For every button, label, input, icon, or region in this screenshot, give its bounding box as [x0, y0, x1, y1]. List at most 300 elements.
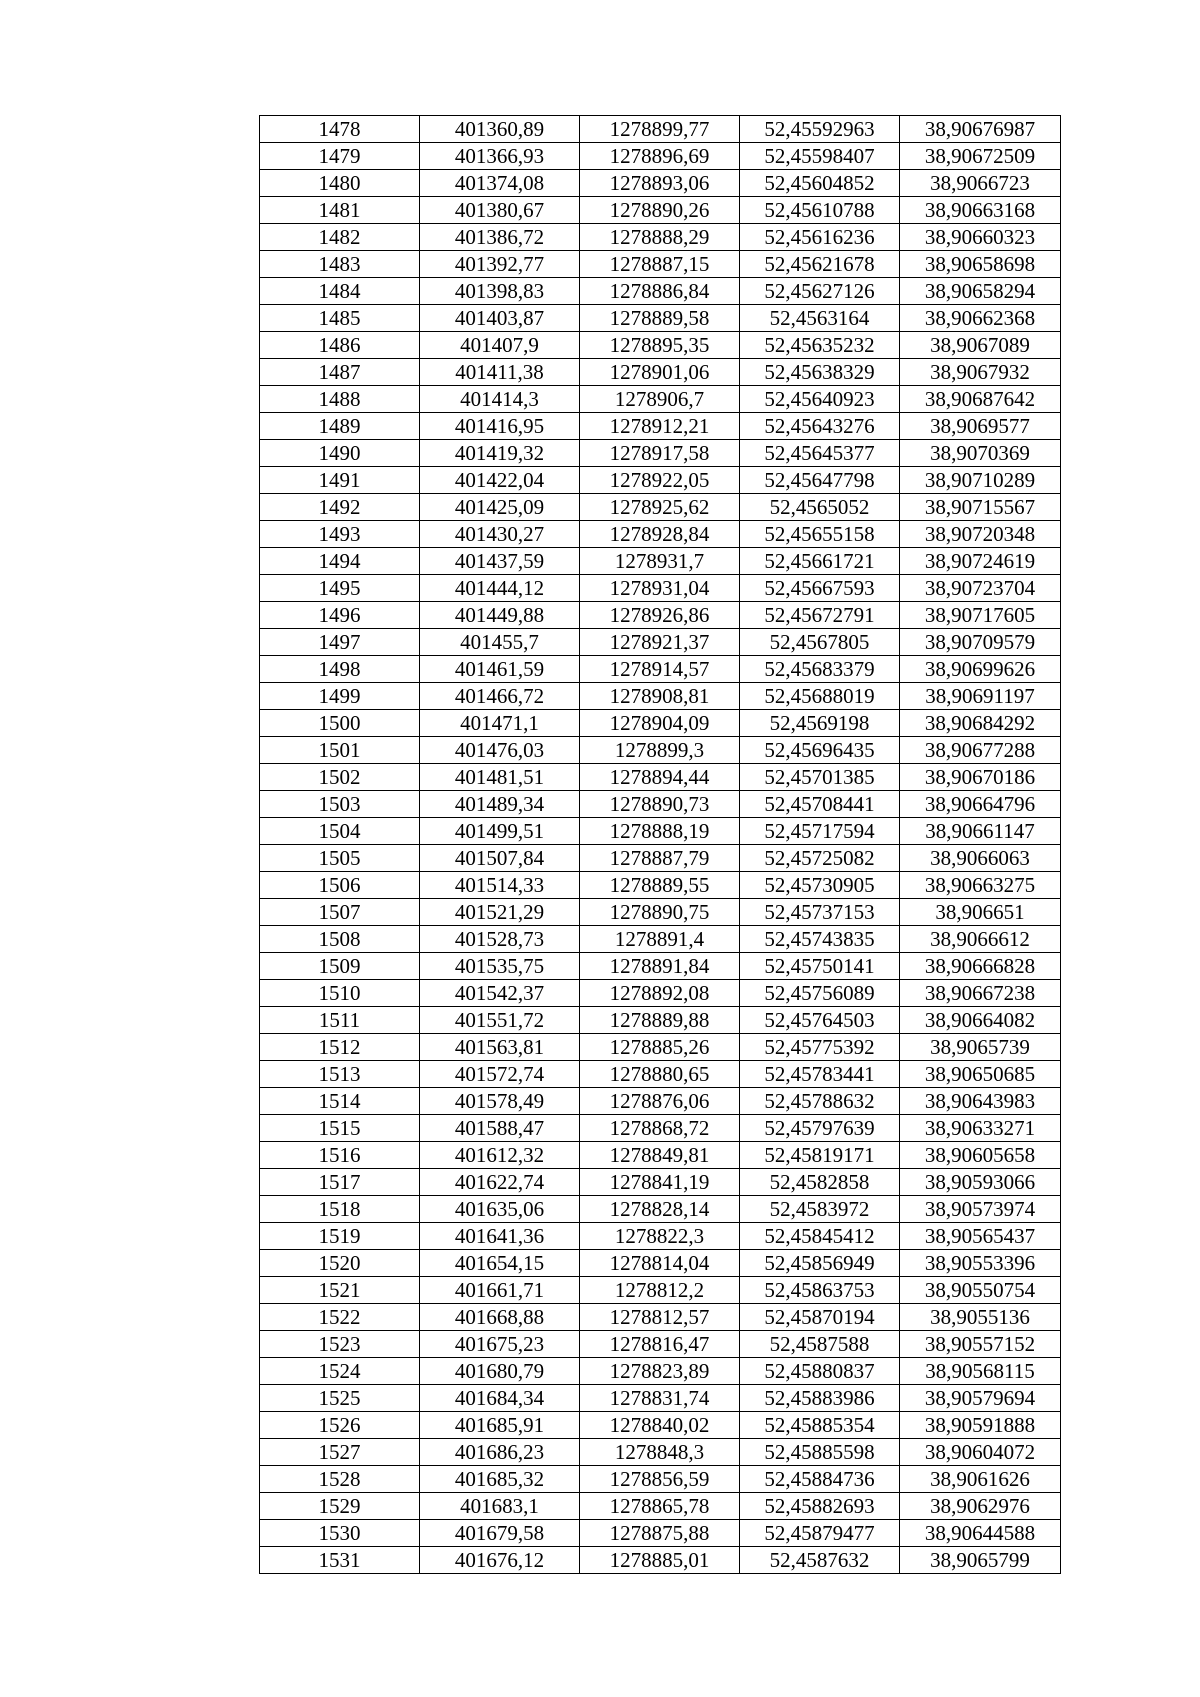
y-coordinate-cell: 1278849,81: [580, 1142, 740, 1169]
latitude-cell: 52,45616236: [740, 224, 900, 251]
latitude-cell: 52,45879477: [740, 1520, 900, 1547]
longitude-cell: 38,90670186: [900, 764, 1061, 791]
latitude-cell: 52,45880837: [740, 1358, 900, 1385]
x-coordinate-cell: 401535,75: [420, 953, 580, 980]
latitude-cell: 52,45647798: [740, 467, 900, 494]
table-row: [260, 305, 1061, 332]
longitude-cell: 38,90660323: [900, 224, 1061, 251]
x-coordinate-cell: 401685,32: [420, 1466, 580, 1493]
x-coordinate-cell: 401542,37: [420, 980, 580, 1007]
longitude-cell: 38,90663168: [900, 197, 1061, 224]
table-row: [260, 1385, 1061, 1412]
y-coordinate-cell: 1278908,81: [580, 683, 740, 710]
y-coordinate-cell: 1278892,08: [580, 980, 740, 1007]
table-row: [260, 602, 1061, 629]
table-row: [260, 818, 1061, 845]
longitude-cell: 38,90557152: [900, 1331, 1061, 1358]
point-number-cell: 1497: [260, 629, 420, 656]
latitude-cell: 52,45775392: [740, 1034, 900, 1061]
latitude-cell: 52,45701385: [740, 764, 900, 791]
y-coordinate-cell: 1278899,77: [580, 116, 740, 143]
latitude-cell: 52,45661721: [740, 548, 900, 575]
table-row: [260, 737, 1061, 764]
x-coordinate-cell: 401360,89: [420, 116, 580, 143]
point-number-cell: 1489: [260, 413, 420, 440]
point-number-cell: 1520: [260, 1250, 420, 1277]
table-row: [260, 845, 1061, 872]
x-coordinate-cell: 401403,87: [420, 305, 580, 332]
x-coordinate-cell: 401622,74: [420, 1169, 580, 1196]
longitude-cell: 38,90724619: [900, 548, 1061, 575]
latitude-cell: 52,45683379: [740, 656, 900, 683]
table-row: [260, 440, 1061, 467]
point-number-cell: 1486: [260, 332, 420, 359]
y-coordinate-cell: 1278904,09: [580, 710, 740, 737]
table-row: [260, 1466, 1061, 1493]
table-row: [260, 1277, 1061, 1304]
point-number-cell: 1508: [260, 926, 420, 953]
table-row: [260, 791, 1061, 818]
table-row: [260, 710, 1061, 737]
y-coordinate-cell: 1278828,14: [580, 1196, 740, 1223]
coordinates-table-body: [260, 116, 1061, 1574]
longitude-cell: 38,9070369: [900, 440, 1061, 467]
table-row: [260, 872, 1061, 899]
y-coordinate-cell: 1278875,88: [580, 1520, 740, 1547]
longitude-cell: 38,90691197: [900, 683, 1061, 710]
table-row: [260, 1331, 1061, 1358]
table-row: [260, 386, 1061, 413]
point-number-cell: 1485: [260, 305, 420, 332]
longitude-cell: 38,9065799: [900, 1547, 1061, 1574]
x-coordinate-cell: 401528,73: [420, 926, 580, 953]
longitude-cell: 38,9062976: [900, 1493, 1061, 1520]
point-number-cell: 1507: [260, 899, 420, 926]
table-row: [260, 1304, 1061, 1331]
point-number-cell: 1495: [260, 575, 420, 602]
point-number-cell: 1511: [260, 1007, 420, 1034]
x-coordinate-cell: 401425,09: [420, 494, 580, 521]
y-coordinate-cell: 1278889,88: [580, 1007, 740, 1034]
y-coordinate-cell: 1278925,62: [580, 494, 740, 521]
point-number-cell: 1488: [260, 386, 420, 413]
y-coordinate-cell: 1278906,7: [580, 386, 740, 413]
longitude-cell: 38,90604072: [900, 1439, 1061, 1466]
x-coordinate-cell: 401449,88: [420, 602, 580, 629]
point-number-cell: 1530: [260, 1520, 420, 1547]
point-number-cell: 1492: [260, 494, 420, 521]
point-number-cell: 1504: [260, 818, 420, 845]
latitude-cell: 52,45672791: [740, 602, 900, 629]
y-coordinate-cell: 1278921,37: [580, 629, 740, 656]
longitude-cell: 38,9066612: [900, 926, 1061, 953]
longitude-cell: 38,90667238: [900, 980, 1061, 1007]
point-number-cell: 1500: [260, 710, 420, 737]
x-coordinate-cell: 401676,12: [420, 1547, 580, 1574]
y-coordinate-cell: 1278891,4: [580, 926, 740, 953]
table-row: [260, 1250, 1061, 1277]
longitude-cell: 38,90720348: [900, 521, 1061, 548]
y-coordinate-cell: 1278922,05: [580, 467, 740, 494]
x-coordinate-cell: 401563,81: [420, 1034, 580, 1061]
y-coordinate-cell: 1278889,55: [580, 872, 740, 899]
table-row: [260, 1115, 1061, 1142]
latitude-cell: 52,4587632: [740, 1547, 900, 1574]
longitude-cell: 38,90710289: [900, 467, 1061, 494]
point-number-cell: 1505: [260, 845, 420, 872]
point-number-cell: 1493: [260, 521, 420, 548]
latitude-cell: 52,45764503: [740, 1007, 900, 1034]
latitude-cell: 52,45667593: [740, 575, 900, 602]
latitude-cell: 52,45645377: [740, 440, 900, 467]
latitude-cell: 52,45638329: [740, 359, 900, 386]
longitude-cell: 38,906651: [900, 899, 1061, 926]
table-row: [260, 980, 1061, 1007]
longitude-cell: 38,90658698: [900, 251, 1061, 278]
point-number-cell: 1484: [260, 278, 420, 305]
latitude-cell: 52,45643276: [740, 413, 900, 440]
x-coordinate-cell: 401444,12: [420, 575, 580, 602]
longitude-cell: 38,90661147: [900, 818, 1061, 845]
latitude-cell: 52,45598407: [740, 143, 900, 170]
table-row: [260, 1412, 1061, 1439]
longitude-cell: 38,90684292: [900, 710, 1061, 737]
table-row: [260, 764, 1061, 791]
x-coordinate-cell: 401507,84: [420, 845, 580, 872]
latitude-cell: 52,45750141: [740, 953, 900, 980]
x-coordinate-cell: 401654,15: [420, 1250, 580, 1277]
y-coordinate-cell: 1278888,29: [580, 224, 740, 251]
y-coordinate-cell: 1278840,02: [580, 1412, 740, 1439]
longitude-cell: 38,9069577: [900, 413, 1061, 440]
point-number-cell: 1524: [260, 1358, 420, 1385]
longitude-cell: 38,90658294: [900, 278, 1061, 305]
point-number-cell: 1503: [260, 791, 420, 818]
longitude-cell: 38,90591888: [900, 1412, 1061, 1439]
table-row: [260, 1061, 1061, 1088]
longitude-cell: 38,90676987: [900, 116, 1061, 143]
point-number-cell: 1499: [260, 683, 420, 710]
point-number-cell: 1490: [260, 440, 420, 467]
x-coordinate-cell: 401481,51: [420, 764, 580, 791]
longitude-cell: 38,90568115: [900, 1358, 1061, 1385]
latitude-cell: 52,45604852: [740, 170, 900, 197]
x-coordinate-cell: 401416,95: [420, 413, 580, 440]
y-coordinate-cell: 1278888,19: [580, 818, 740, 845]
x-coordinate-cell: 401668,88: [420, 1304, 580, 1331]
latitude-cell: 52,45819171: [740, 1142, 900, 1169]
x-coordinate-cell: 401489,34: [420, 791, 580, 818]
table-row: [260, 278, 1061, 305]
point-number-cell: 1526: [260, 1412, 420, 1439]
point-number-cell: 1529: [260, 1493, 420, 1520]
point-number-cell: 1531: [260, 1547, 420, 1574]
latitude-cell: 52,45756089: [740, 980, 900, 1007]
longitude-cell: 38,9066063: [900, 845, 1061, 872]
longitude-cell: 38,9067089: [900, 332, 1061, 359]
x-coordinate-cell: 401419,32: [420, 440, 580, 467]
latitude-cell: 52,45627126: [740, 278, 900, 305]
table-row: [260, 683, 1061, 710]
x-coordinate-cell: 401684,34: [420, 1385, 580, 1412]
x-coordinate-cell: 401374,08: [420, 170, 580, 197]
latitude-cell: 52,45883986: [740, 1385, 900, 1412]
table-row: [260, 1547, 1061, 1574]
y-coordinate-cell: 1278901,06: [580, 359, 740, 386]
y-coordinate-cell: 1278928,84: [580, 521, 740, 548]
x-coordinate-cell: 401407,9: [420, 332, 580, 359]
x-coordinate-cell: 401366,93: [420, 143, 580, 170]
x-coordinate-cell: 401683,1: [420, 1493, 580, 1520]
y-coordinate-cell: 1278931,7: [580, 548, 740, 575]
y-coordinate-cell: 1278886,84: [580, 278, 740, 305]
longitude-cell: 38,90672509: [900, 143, 1061, 170]
point-number-cell: 1481: [260, 197, 420, 224]
y-coordinate-cell: 1278841,19: [580, 1169, 740, 1196]
table-row: [260, 548, 1061, 575]
x-coordinate-cell: 401661,71: [420, 1277, 580, 1304]
y-coordinate-cell: 1278856,59: [580, 1466, 740, 1493]
y-coordinate-cell: 1278914,57: [580, 656, 740, 683]
x-coordinate-cell: 401466,72: [420, 683, 580, 710]
x-coordinate-cell: 401380,67: [420, 197, 580, 224]
longitude-cell: 38,90553396: [900, 1250, 1061, 1277]
point-number-cell: 1522: [260, 1304, 420, 1331]
longitude-cell: 38,90663275: [900, 872, 1061, 899]
y-coordinate-cell: 1278823,89: [580, 1358, 740, 1385]
y-coordinate-cell: 1278891,84: [580, 953, 740, 980]
point-number-cell: 1483: [260, 251, 420, 278]
y-coordinate-cell: 1278887,15: [580, 251, 740, 278]
table-row: [260, 413, 1061, 440]
latitude-cell: 52,45696435: [740, 737, 900, 764]
x-coordinate-cell: 401588,47: [420, 1115, 580, 1142]
point-number-cell: 1513: [260, 1061, 420, 1088]
y-coordinate-cell: 1278899,3: [580, 737, 740, 764]
latitude-cell: 52,45688019: [740, 683, 900, 710]
point-number-cell: 1525: [260, 1385, 420, 1412]
latitude-cell: 52,4569198: [740, 710, 900, 737]
point-number-cell: 1521: [260, 1277, 420, 1304]
table-row: [260, 1088, 1061, 1115]
x-coordinate-cell: 401635,06: [420, 1196, 580, 1223]
point-number-cell: 1482: [260, 224, 420, 251]
point-number-cell: 1478: [260, 116, 420, 143]
y-coordinate-cell: 1278896,69: [580, 143, 740, 170]
table-row: [260, 143, 1061, 170]
point-number-cell: 1516: [260, 1142, 420, 1169]
latitude-cell: 52,45788632: [740, 1088, 900, 1115]
point-number-cell: 1512: [260, 1034, 420, 1061]
point-number-cell: 1527: [260, 1439, 420, 1466]
table-row: [260, 1034, 1061, 1061]
longitude-cell: 38,90717605: [900, 602, 1061, 629]
y-coordinate-cell: 1278893,06: [580, 170, 740, 197]
point-number-cell: 1523: [260, 1331, 420, 1358]
table-row: [260, 224, 1061, 251]
longitude-cell: 38,90664082: [900, 1007, 1061, 1034]
y-coordinate-cell: 1278816,47: [580, 1331, 740, 1358]
longitude-cell: 38,90699626: [900, 656, 1061, 683]
latitude-cell: 52,45845412: [740, 1223, 900, 1250]
longitude-cell: 38,90723704: [900, 575, 1061, 602]
longitude-cell: 38,90593066: [900, 1169, 1061, 1196]
latitude-cell: 52,45870194: [740, 1304, 900, 1331]
latitude-cell: 52,45783441: [740, 1061, 900, 1088]
table-row: [260, 1223, 1061, 1250]
longitude-cell: 38,90666828: [900, 953, 1061, 980]
latitude-cell: 52,45610788: [740, 197, 900, 224]
table-row: [260, 197, 1061, 224]
longitude-cell: 38,90573974: [900, 1196, 1061, 1223]
x-coordinate-cell: 401572,74: [420, 1061, 580, 1088]
longitude-cell: 38,90565437: [900, 1223, 1061, 1250]
latitude-cell: 52,45635232: [740, 332, 900, 359]
latitude-cell: 52,45640923: [740, 386, 900, 413]
table-row: [260, 1520, 1061, 1547]
x-coordinate-cell: 401551,72: [420, 1007, 580, 1034]
point-number-cell: 1510: [260, 980, 420, 1007]
longitude-cell: 38,90579694: [900, 1385, 1061, 1412]
x-coordinate-cell: 401612,32: [420, 1142, 580, 1169]
x-coordinate-cell: 401471,1: [420, 710, 580, 737]
point-number-cell: 1528: [260, 1466, 420, 1493]
latitude-cell: 52,45621678: [740, 251, 900, 278]
latitude-cell: 52,45725082: [740, 845, 900, 872]
latitude-cell: 52,4582858: [740, 1169, 900, 1196]
y-coordinate-cell: 1278912,21: [580, 413, 740, 440]
y-coordinate-cell: 1278887,79: [580, 845, 740, 872]
point-number-cell: 1506: [260, 872, 420, 899]
point-number-cell: 1502: [260, 764, 420, 791]
y-coordinate-cell: 1278917,58: [580, 440, 740, 467]
table-row: [260, 1169, 1061, 1196]
point-number-cell: 1494: [260, 548, 420, 575]
y-coordinate-cell: 1278926,86: [580, 602, 740, 629]
x-coordinate-cell: 401499,51: [420, 818, 580, 845]
latitude-cell: 52,45797639: [740, 1115, 900, 1142]
longitude-cell: 38,90650685: [900, 1061, 1061, 1088]
latitude-cell: 52,45885354: [740, 1412, 900, 1439]
table-row: [260, 251, 1061, 278]
x-coordinate-cell: 401422,04: [420, 467, 580, 494]
x-coordinate-cell: 401680,79: [420, 1358, 580, 1385]
x-coordinate-cell: 401437,59: [420, 548, 580, 575]
y-coordinate-cell: 1278890,75: [580, 899, 740, 926]
longitude-cell: 38,90644588: [900, 1520, 1061, 1547]
latitude-cell: 52,45655158: [740, 521, 900, 548]
longitude-cell: 38,90643983: [900, 1088, 1061, 1115]
y-coordinate-cell: 1278894,44: [580, 764, 740, 791]
table-row: [260, 494, 1061, 521]
x-coordinate-cell: 401386,72: [420, 224, 580, 251]
latitude-cell: 52,45885598: [740, 1439, 900, 1466]
x-coordinate-cell: 401685,91: [420, 1412, 580, 1439]
longitude-cell: 38,90633271: [900, 1115, 1061, 1142]
y-coordinate-cell: 1278822,3: [580, 1223, 740, 1250]
longitude-cell: 38,9055136: [900, 1304, 1061, 1331]
latitude-cell: 52,45856949: [740, 1250, 900, 1277]
longitude-cell: 38,90605658: [900, 1142, 1061, 1169]
x-coordinate-cell: 401430,27: [420, 521, 580, 548]
point-number-cell: 1519: [260, 1223, 420, 1250]
x-coordinate-cell: 401514,33: [420, 872, 580, 899]
table-row: [260, 575, 1061, 602]
table-row: [260, 170, 1061, 197]
y-coordinate-cell: 1278890,26: [580, 197, 740, 224]
point-number-cell: 1517: [260, 1169, 420, 1196]
table-row: [260, 359, 1061, 386]
x-coordinate-cell: 401578,49: [420, 1088, 580, 1115]
x-coordinate-cell: 401461,59: [420, 656, 580, 683]
longitude-cell: 38,90709579: [900, 629, 1061, 656]
x-coordinate-cell: 401392,77: [420, 251, 580, 278]
point-number-cell: 1518: [260, 1196, 420, 1223]
latitude-cell: 52,4583972: [740, 1196, 900, 1223]
point-number-cell: 1501: [260, 737, 420, 764]
x-coordinate-cell: 401411,38: [420, 359, 580, 386]
table-row: [260, 1142, 1061, 1169]
point-number-cell: 1480: [260, 170, 420, 197]
latitude-cell: 52,45717594: [740, 818, 900, 845]
y-coordinate-cell: 1278848,3: [580, 1439, 740, 1466]
x-coordinate-cell: 401398,83: [420, 278, 580, 305]
latitude-cell: 52,45863753: [740, 1277, 900, 1304]
x-coordinate-cell: 401476,03: [420, 737, 580, 764]
table-row: [260, 1007, 1061, 1034]
y-coordinate-cell: 1278812,2: [580, 1277, 740, 1304]
y-coordinate-cell: 1278889,58: [580, 305, 740, 332]
table-row: [260, 1358, 1061, 1385]
latitude-cell: 52,45882693: [740, 1493, 900, 1520]
x-coordinate-cell: 401414,3: [420, 386, 580, 413]
point-number-cell: 1515: [260, 1115, 420, 1142]
longitude-cell: 38,90550754: [900, 1277, 1061, 1304]
x-coordinate-cell: 401521,29: [420, 899, 580, 926]
longitude-cell: 38,90664796: [900, 791, 1061, 818]
y-coordinate-cell: 1278880,65: [580, 1061, 740, 1088]
latitude-cell: 52,45730905: [740, 872, 900, 899]
latitude-cell: 52,4587588: [740, 1331, 900, 1358]
point-number-cell: 1496: [260, 602, 420, 629]
latitude-cell: 52,45743835: [740, 926, 900, 953]
point-number-cell: 1514: [260, 1088, 420, 1115]
point-number-cell: 1487: [260, 359, 420, 386]
x-coordinate-cell: 401455,7: [420, 629, 580, 656]
longitude-cell: 38,9065739: [900, 1034, 1061, 1061]
point-number-cell: 1479: [260, 143, 420, 170]
x-coordinate-cell: 401641,36: [420, 1223, 580, 1250]
y-coordinate-cell: 1278812,57: [580, 1304, 740, 1331]
latitude-cell: 52,4567805: [740, 629, 900, 656]
latitude-cell: 52,45737153: [740, 899, 900, 926]
y-coordinate-cell: 1278876,06: [580, 1088, 740, 1115]
longitude-cell: 38,90715567: [900, 494, 1061, 521]
table-row: [260, 629, 1061, 656]
table-row: [260, 899, 1061, 926]
table-row: [260, 1493, 1061, 1520]
point-number-cell: 1509: [260, 953, 420, 980]
latitude-cell: 52,4563164: [740, 305, 900, 332]
y-coordinate-cell: 1278931,04: [580, 575, 740, 602]
table-row: [260, 926, 1061, 953]
table-row: [260, 467, 1061, 494]
table-row: [260, 1196, 1061, 1223]
table-row: [260, 953, 1061, 980]
point-number-cell: 1498: [260, 656, 420, 683]
y-coordinate-cell: 1278890,73: [580, 791, 740, 818]
longitude-cell: 38,90662368: [900, 305, 1061, 332]
